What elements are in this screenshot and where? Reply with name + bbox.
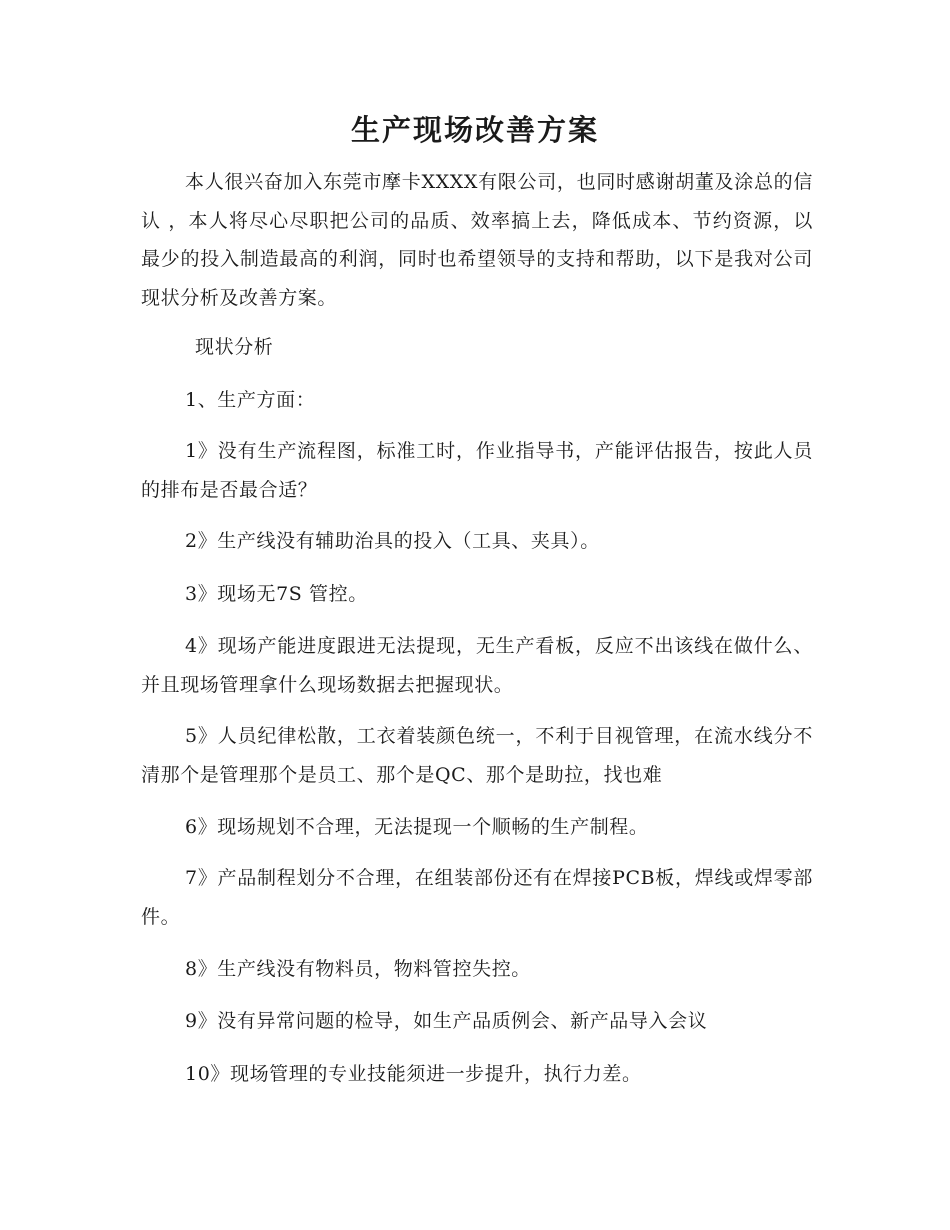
list-item-9: 9》没有异常问题的检导，如生产品质例会、新产品导入会议 <box>185 1010 708 1032</box>
list-item-2: 2》生产线没有辅助治具的投入（工具、夹具）。 <box>185 530 600 552</box>
document-title: 生产现场改善方案 <box>350 113 599 147</box>
list-item-1: 1》没有生产流程图，标准工时，作业指导书，产能评估报告，按此人员的排布是否最合适？ <box>141 440 813 501</box>
intro-paragraph: 本人很兴奋加入东莞市摩卡XXXX有限公司，也同时感谢胡董及涂总的信认 ，本人将尽心尽职把公司的品质、效率搞上去，降低成本、节约资源，以最少的投入制造最高的利润，同时也希望领导的支持和帮助，以下是我对公司现状分析及改善方案。 <box>141 171 813 309</box>
section-heading: 现状分析 <box>195 336 274 358</box>
list-item-10: 10》现场管理的专业技能须进一步提升，执行力差。 <box>185 1063 642 1085</box>
list-item-4: 4》现场产能进度跟进无法提现，无生产看板，反应不出该线在做什么、并且现场管理拿什么现场数据去把握现状。 <box>141 635 813 696</box>
list-item-3: 3》现场无7S 管控。 <box>185 583 368 605</box>
subsection-heading: 1、生产方面： <box>185 389 316 411</box>
list-item-8: 8》生产线没有物料员，物料管控失控。 <box>185 958 531 980</box>
list-item-5: 5》人员纪律松散，工衣着装颜色统一，不利于目视管理，在流水线分不清那个是管理那个是员工、那个是QC、那个是助拉，找也难 <box>141 725 813 786</box>
list-item-6: 6》现场规划不合理，无法提现一个顺畅的生产制程。 <box>185 816 649 838</box>
list-item-7: 7》产品制程划分不合理，在组装部份还有在焊接PCB板，焊线或焊零部件。 <box>141 867 813 928</box>
